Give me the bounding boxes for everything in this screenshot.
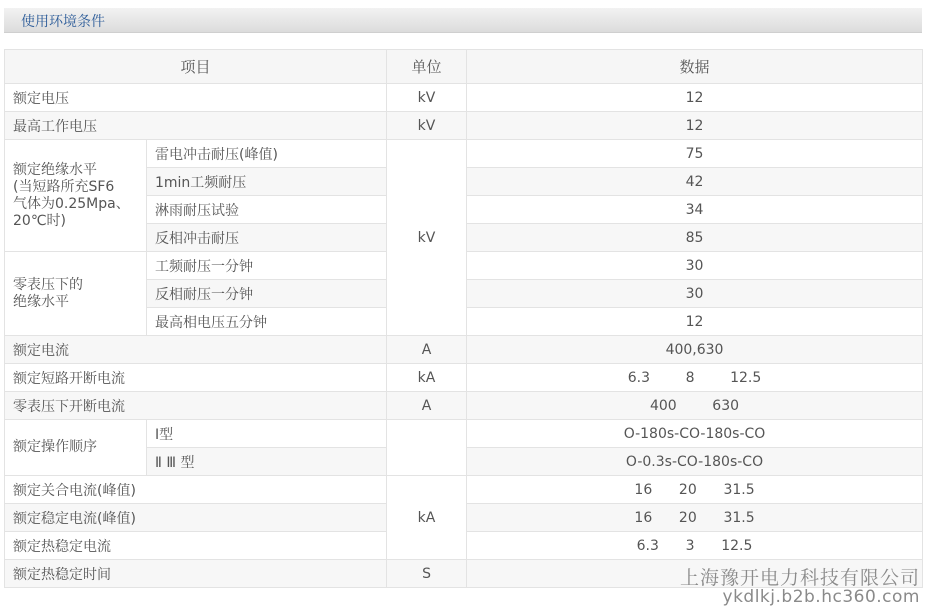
row-subitem: 雷电冲击耐压(峰值) <box>147 140 387 168</box>
section-title: 使用环境条件 <box>21 14 105 30</box>
row-item: 额定关合电流(峰值) <box>5 476 387 504</box>
row-value: 42 <box>467 168 923 196</box>
row-value: 400 630 <box>467 392 923 420</box>
watermark-company: 上海豫开电力科技有限公司 <box>679 567 920 589</box>
table-row <box>5 420 923 448</box>
row-value: 6.3 3 12.5 <box>467 532 923 560</box>
header-unit: 单位 <box>387 50 467 84</box>
row-unit: A <box>387 392 467 420</box>
table-row <box>5 476 923 504</box>
row-value: 85 <box>467 224 923 252</box>
row-item: 额定热稳定电流 <box>5 532 387 560</box>
row-value: O-0.3s-CO-180s-CO <box>467 448 923 476</box>
table-row <box>5 392 923 420</box>
row-value: 6.3 8 12.5 <box>467 364 923 392</box>
table-row <box>5 112 923 140</box>
row-value: 75 <box>467 140 923 168</box>
row-value: 12 <box>467 112 923 140</box>
row-item: 额定稳定电流(峰值) <box>5 504 387 532</box>
row-value: O-180s-CO-180s-CO <box>467 420 923 448</box>
row-subitem: Ⅰ型 <box>147 420 387 448</box>
table-row <box>5 336 923 364</box>
row-unit: kV <box>387 84 467 112</box>
row-value: 400,630 <box>467 336 923 364</box>
header-data: 数据 <box>467 50 923 84</box>
watermark-url: ykdlkj.b2b.hc360.com <box>722 587 920 607</box>
row-item: 额定短路开断电流 <box>5 364 387 392</box>
row-unit: kV <box>387 112 467 140</box>
row-unit: S <box>387 560 467 588</box>
row-subitem: Ⅱ Ⅲ 型 <box>147 448 387 476</box>
row-item: 额定热稳定时间 <box>5 560 387 588</box>
row-group-label: 额定操作顺序 <box>5 420 147 476</box>
row-item: 额定电流 <box>5 336 387 364</box>
row-unit: kA <box>387 364 467 392</box>
row-unit: kA <box>387 476 467 560</box>
row-value: 34 <box>467 196 923 224</box>
row-item: 最高工作电压 <box>5 112 387 140</box>
row-value: 12 <box>467 84 923 112</box>
row-value: 30 <box>467 280 923 308</box>
row-subitem: 1min工频耐压 <box>147 168 387 196</box>
row-value: 12 <box>467 308 923 336</box>
row-subitem: 工频耐压一分钟 <box>147 252 387 280</box>
row-subitem: 淋雨耐压试验 <box>147 196 387 224</box>
row-value: 30 <box>467 252 923 280</box>
row-subitem: 反相耐压一分钟 <box>147 280 387 308</box>
row-item: 零表压下开断电流 <box>5 392 387 420</box>
row-item: 额定电压 <box>5 84 387 112</box>
table-row <box>5 364 923 392</box>
header-item: 项目 <box>5 50 387 84</box>
row-group-label: 额定绝缘水平 (当短路所充SF6 气体为0.25Mpa、 20℃时) <box>5 140 147 252</box>
row-subitem: 反相冲击耐压 <box>147 224 387 252</box>
row-group-label: 零表压下的 绝缘水平 <box>5 252 147 336</box>
row-unit: A <box>387 336 467 364</box>
section-header-bar <box>4 8 922 33</box>
row-unit: kV <box>387 140 467 336</box>
row-unit <box>387 420 467 476</box>
table-header-row <box>5 50 923 84</box>
spec-table <box>4 49 923 588</box>
row-value: 16 20 31.5 <box>467 504 923 532</box>
row-subitem: 最高相电压五分钟 <box>147 308 387 336</box>
row-value: 16 20 31.5 <box>467 476 923 504</box>
table-row <box>5 84 923 112</box>
table-row <box>5 140 923 168</box>
